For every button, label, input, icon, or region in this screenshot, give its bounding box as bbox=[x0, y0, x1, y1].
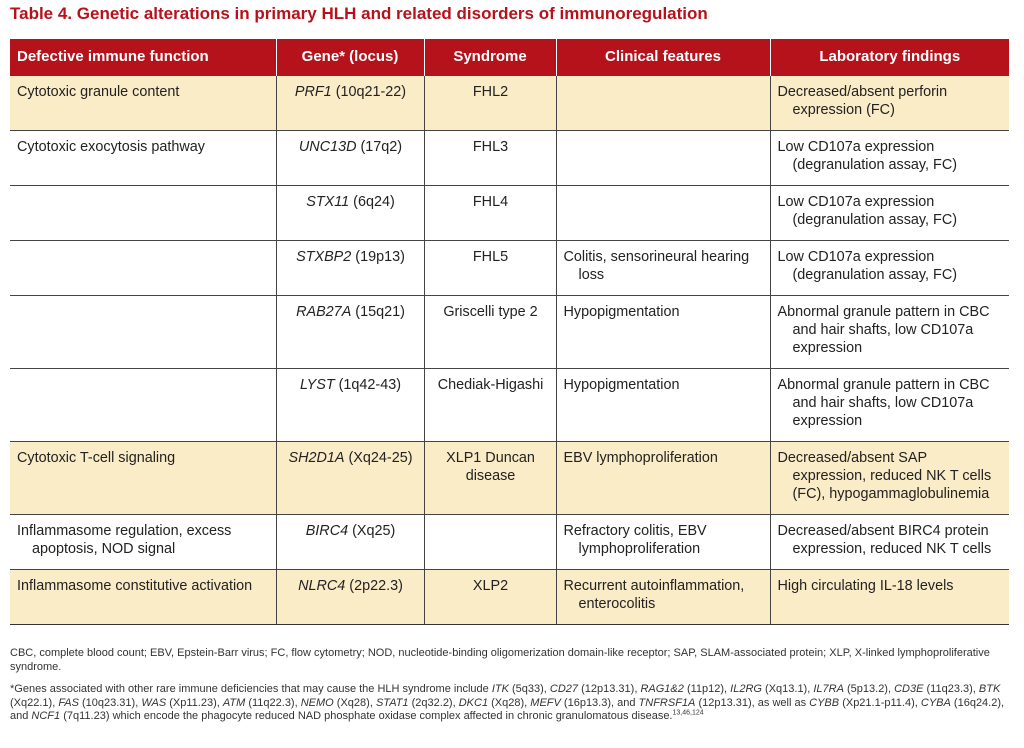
footnote-gene: CD3E bbox=[894, 683, 924, 695]
gene-locus: (2p22.3) bbox=[349, 578, 403, 594]
table-row bbox=[10, 131, 1009, 186]
lab-text: Abnormal granule pattern in CBC and hair shafts, low CD107a expression bbox=[777, 377, 990, 429]
cell-gene-locus bbox=[276, 131, 424, 186]
lab-text: Decreased/absent BIRC4 protein expression, reduced NK T cells bbox=[777, 523, 992, 557]
cell-laboratory-findings bbox=[770, 369, 1009, 442]
footnote-gene: NCF1 bbox=[31, 710, 61, 722]
footnote-gene-locus: (Xq28) bbox=[491, 696, 525, 709]
syndrome-text: FHL5 bbox=[472, 249, 509, 265]
footnote-gene-locus: (7q11.23) bbox=[63, 710, 110, 722]
cell-syndrome bbox=[424, 241, 556, 296]
gene-locus: (15q21) bbox=[355, 304, 405, 320]
function-text: Inflammasome regulation, excess apoptosis, NOD signal bbox=[17, 523, 232, 557]
gene-symbol: PRF1 bbox=[294, 84, 332, 100]
cell-gene-locus bbox=[276, 442, 424, 515]
syndrome-text: XLP2 bbox=[472, 578, 509, 594]
function-text: Cytotoxic T-cell signaling bbox=[17, 450, 176, 466]
gene-locus: (Xq24-25) bbox=[348, 450, 413, 466]
lab-text: Low CD107a expression (degranulation assay, FC) bbox=[777, 139, 958, 173]
footnote-gene: ATM bbox=[222, 696, 246, 709]
cell-syndrome bbox=[424, 570, 556, 625]
syndrome-text: Griscelli type 2 bbox=[443, 304, 538, 320]
table-row bbox=[10, 186, 1009, 241]
gene-symbol: NLRC4 bbox=[298, 578, 346, 594]
footnote-gene: NEMO bbox=[300, 696, 334, 709]
header-clinical-features: Clinical features bbox=[556, 39, 770, 76]
gene-symbol: RAB27A bbox=[296, 304, 352, 320]
footnote-gene: CYBB bbox=[809, 696, 840, 709]
gene-symbol: SH2D1A bbox=[288, 450, 345, 466]
syndrome-text: XLP1 Duncan disease bbox=[446, 450, 535, 484]
syndrome-text: FHL4 bbox=[472, 194, 509, 210]
footnote-lead: *Genes associated with other rare immune deficiencies that may cause the HLH syndrome include bbox=[10, 683, 489, 695]
table-title: Table 4. Genetic alterations in primary HLH and related disorders of immunoregulation bbox=[10, 4, 708, 23]
lab-text: Decreased/absent SAP expression, reduced NK T cells (FC), hypogammaglobulinemia bbox=[777, 450, 992, 502]
footnote-gene-locus: (Xq13.1) bbox=[765, 683, 808, 695]
gene-symbol: LYST bbox=[299, 377, 335, 393]
footnote-gene-locus: (10q23.31) bbox=[81, 696, 136, 709]
table-body bbox=[10, 76, 1009, 625]
footnote-gene-locus: (Xp21.1-p11.4) bbox=[842, 696, 915, 709]
gene-locus: (1q42-43) bbox=[338, 377, 402, 393]
footnote-gene: IL2RG bbox=[730, 683, 762, 695]
footnote-gene-locus: (11p12) bbox=[686, 683, 725, 695]
cell-defective-immune-function bbox=[10, 570, 276, 625]
footnote-gene: CYBA bbox=[920, 696, 951, 709]
cell-gene-locus bbox=[276, 515, 424, 570]
table-header-row bbox=[10, 39, 1009, 76]
cell-laboratory-findings bbox=[770, 296, 1009, 369]
gene-locus: (19p13) bbox=[355, 249, 405, 265]
footnote-gene: WAS bbox=[141, 696, 167, 709]
cell-syndrome bbox=[424, 369, 556, 442]
cell-clinical-features bbox=[556, 570, 770, 625]
footnote-gene-locus: (Xq28) bbox=[336, 696, 370, 709]
footnote-abbreviations: CBC, complete blood count; EBV, Epstein-Barr virus; FC, flow cytometry; NOD, nucleotide-binding oligomerization domain-like receptor; SAP, SLAM-associated protein; XLP, X-linked lymphoproliferative syndrome. bbox=[10, 647, 990, 673]
footnote-gene: BTK bbox=[978, 683, 1001, 695]
footnote-gene: DKC1 bbox=[458, 696, 489, 709]
lab-text: High circulating IL-18 levels bbox=[777, 578, 954, 594]
syndrome-text: Chediak-Higashi bbox=[437, 377, 544, 393]
cell-defective-immune-function bbox=[10, 296, 276, 369]
cell-clinical-features bbox=[556, 76, 770, 131]
cell-syndrome bbox=[424, 296, 556, 369]
cell-defective-immune-function bbox=[10, 76, 276, 131]
footnote-gene: IL7RA bbox=[813, 683, 844, 695]
cell-defective-immune-function bbox=[10, 515, 276, 570]
function-text: Cytotoxic exocytosis pathway bbox=[17, 139, 205, 155]
footnote-gene-locus: (11q22.3) bbox=[248, 696, 295, 709]
cell-defective-immune-function bbox=[10, 241, 276, 296]
footnote-gene: FAS bbox=[58, 696, 79, 709]
syndrome-text: FHL3 bbox=[472, 139, 509, 155]
footnote-genes: *Genes associated with other rare immune deficiencies that may cause the HLH syndrome include ITK (5q33), CD27 (12p13.31), RAG1&2 (11p12), IL2RG (Xq13.1), IL7RA (5p13.2), CD3E (11q23.3), BTK (Xq22.1), FAS (10q23.31), WAS (Xp11.23), ATM (11q22.3), NEMO (Xq28), STAT1 (2q32.2), DKC1 (Xq28), MEFV (16p13.3), and TNFRSF1A (12p13.31), as well as CYBB (Xp21.1-p11.4), CYBA (16q24.2), and NCF1 (7q11.23) which encode the phagocyte reduced NAD phosphate oxidase complex affected in chronic granulomatous disease.$^{13,46,124}$ bbox=[10, 683, 1005, 722]
footnote-gene-locus: (5p13.2) bbox=[847, 683, 888, 695]
cell-defective-immune-function bbox=[10, 186, 276, 241]
table-row bbox=[10, 442, 1009, 515]
table-row bbox=[10, 369, 1009, 442]
cell-syndrome bbox=[424, 131, 556, 186]
cell-gene-locus bbox=[276, 296, 424, 369]
table-row bbox=[10, 296, 1009, 369]
cell-clinical-features bbox=[556, 515, 770, 570]
footnote-gene-locus: (5q33) bbox=[512, 683, 544, 695]
header-defective-immune-function: Defective immune function bbox=[10, 39, 276, 76]
footnote-gene: TNFRSF1A bbox=[638, 696, 696, 709]
clinical-text: Recurrent autoinflammation, enterocolitis bbox=[563, 578, 745, 612]
cell-clinical-features bbox=[556, 241, 770, 296]
footnote-gene: ITK bbox=[491, 683, 509, 695]
cell-defective-immune-function bbox=[10, 369, 276, 442]
lab-text: Decreased/absent perforin expression (FC) bbox=[777, 84, 948, 118]
cell-syndrome bbox=[424, 515, 556, 570]
cell-clinical-features bbox=[556, 442, 770, 515]
gene-locus: (17q2) bbox=[360, 139, 403, 155]
cell-laboratory-findings bbox=[770, 515, 1009, 570]
footnote-tail: which encode the phagocyte reduced NAD phosphate oxidase complex affected in chronic granulomatous disease. bbox=[112, 710, 673, 722]
cell-gene-locus bbox=[276, 570, 424, 625]
header-syndrome: Syndrome bbox=[424, 39, 556, 76]
cell-syndrome bbox=[424, 442, 556, 515]
clinical-text: EBV lymphoproliferation bbox=[563, 450, 718, 466]
footnote-gene-locus: (2q32.2) bbox=[411, 696, 453, 709]
gene-locus: (Xq25) bbox=[352, 523, 396, 539]
cell-clinical-features bbox=[556, 296, 770, 369]
gene-locus: (10q21-22) bbox=[335, 84, 407, 100]
genetic-alterations-table bbox=[10, 39, 1009, 625]
footnote-as-well-as: , as well as bbox=[751, 696, 807, 709]
clinical-text: Refractory colitis, EBV lymphoproliferation bbox=[563, 523, 707, 557]
cell-gene-locus bbox=[276, 186, 424, 241]
cell-laboratory-findings bbox=[770, 131, 1009, 186]
cell-clinical-features bbox=[556, 131, 770, 186]
footnote-gene-locus: (16p13.3) bbox=[563, 696, 612, 709]
table-row bbox=[10, 515, 1009, 570]
footnote-gene-locus: (Xq22.1) bbox=[10, 696, 53, 709]
cell-syndrome bbox=[424, 186, 556, 241]
lab-text: Abnormal granule pattern in CBC and hair shafts, low CD107a expression bbox=[777, 304, 990, 356]
clinical-text: Colitis, sensorineural hearing loss bbox=[563, 249, 750, 283]
footnote-gene: CD27 bbox=[549, 683, 579, 695]
function-text: Cytotoxic granule content bbox=[17, 84, 180, 100]
footnote-gene-locus: (12p13.31) bbox=[698, 696, 752, 709]
cell-laboratory-findings bbox=[770, 570, 1009, 625]
lab-text: Low CD107a expression (degranulation assay, FC) bbox=[777, 194, 958, 228]
table-row bbox=[10, 570, 1009, 625]
cell-clinical-features bbox=[556, 369, 770, 442]
cell-defective-immune-function bbox=[10, 131, 276, 186]
footnote-references: 13,46,124 bbox=[672, 709, 704, 717]
cell-laboratory-findings bbox=[770, 76, 1009, 131]
cell-gene-locus bbox=[276, 76, 424, 131]
cell-gene-locus bbox=[276, 241, 424, 296]
gene-symbol: STXBP2 bbox=[296, 249, 352, 265]
syndrome-text: FHL2 bbox=[472, 84, 509, 100]
footnote-gene: STAT1 bbox=[375, 696, 409, 709]
gene-locus: (6q24) bbox=[353, 194, 395, 210]
footnote-gene-locus: (16q24.2) bbox=[953, 696, 1002, 709]
cell-laboratory-findings bbox=[770, 442, 1009, 515]
header-gene-locus: Gene* (locus) bbox=[276, 39, 424, 76]
lab-text: Low CD107a expression (degranulation assay, FC) bbox=[777, 249, 958, 283]
cell-laboratory-findings bbox=[770, 186, 1009, 241]
footnote-gene-locus: (Xp11.23) bbox=[169, 696, 217, 709]
gene-symbol: STX11 bbox=[306, 194, 350, 210]
table-row bbox=[10, 241, 1009, 296]
footnote-gene: RAG1&2 bbox=[640, 683, 684, 695]
footnote-gene-locus: (11q23.3) bbox=[926, 683, 973, 695]
cell-syndrome bbox=[424, 76, 556, 131]
cell-clinical-features bbox=[556, 186, 770, 241]
footnote-gene: MEFV bbox=[530, 696, 561, 709]
gene-symbol: UNC13D bbox=[298, 139, 357, 155]
gene-symbol: BIRC4 bbox=[305, 523, 349, 539]
cell-laboratory-findings bbox=[770, 241, 1009, 296]
cell-gene-locus bbox=[276, 369, 424, 442]
clinical-text: Hypopigmentation bbox=[563, 377, 680, 393]
cell-defective-immune-function bbox=[10, 442, 276, 515]
table-row bbox=[10, 76, 1009, 131]
footnote-gene-locus: (12p13.31) bbox=[581, 683, 635, 695]
function-text: Inflammasome constitutive activation bbox=[17, 578, 253, 594]
clinical-text: Hypopigmentation bbox=[563, 304, 680, 320]
header-laboratory-findings: Laboratory findings bbox=[770, 39, 1009, 76]
